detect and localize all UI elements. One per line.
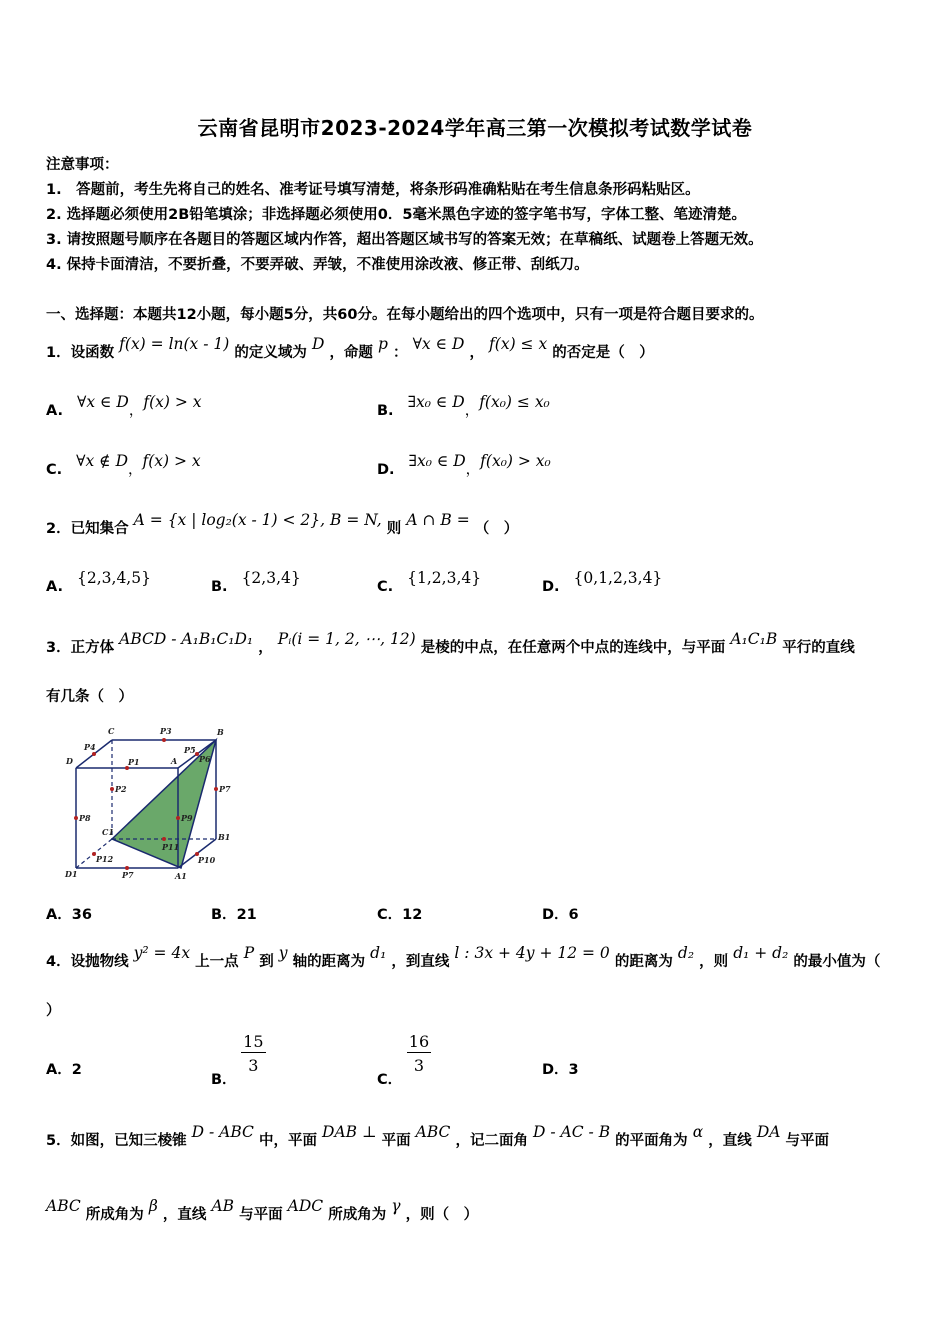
q4-sum: d₁ + d₂ [733,944,789,962]
label-P2: P2 [115,784,127,794]
q5-text-11: 所成角为 [328,1207,387,1223]
q3-plane: A₁C₁B [730,630,778,648]
notice-item-2: 2. 选择题必须使用2B铅笔填涂；非选择题必须使用0．5毫米黑色字迹的签字笔书写，字体工整、笔迹清楚。 [46,207,746,223]
q1-option-b[interactable] [377,393,550,420]
q4-text-5: ，到直线 [391,954,450,970]
q3-points: Pᵢ(i = 1, 2, ⋯, 12) [277,630,416,648]
question-2-stem [46,511,519,538]
q1-option-d-sep: ， [465,462,481,478]
q2-option-b-label: B. [211,579,228,595]
q4-text-4: 轴的距离为 [292,954,366,970]
q3-option-b-label: B． [211,907,237,923]
question-3-stem-cont: 有几条（ ） [46,689,133,705]
q2-option-b[interactable] [211,569,301,595]
q5-plane-1: DAB ⊥ [322,1123,377,1141]
point-P9 [176,816,180,820]
q5-ABC: ABC [46,1197,81,1215]
q5-text-4: ，记二面角 [455,1133,528,1149]
q4-text-1: 4．设抛物线 [46,954,129,970]
label-P1: P1 [128,757,140,767]
q4-text-8: 的最小值为（ [793,954,881,970]
q2-set: A = {x | log₂(x - 1) < 2}, B = N, [133,511,382,529]
q5-beta: β [148,1197,158,1215]
q1-text-4: ： [393,345,408,361]
point-P11 [162,837,166,841]
q2-expr: A ∩ B = [406,511,470,529]
notice-item-1: 1. 答题前，考生先将自己的姓名、准考证号填写清楚，将条形码准确粘贴在考生信息条形码粘贴区。 [46,182,700,198]
label-P5: P7 [219,784,231,794]
q1-option-c-sep: ， [128,462,143,478]
label-P6: P6 [199,754,211,764]
point-P8 [74,816,78,820]
question-1-stem [46,335,654,362]
q4-option-b-label: B． [211,1071,237,1088]
q3-text-3: 是棱的中点，在任意两个中点的连线中，与平面 [420,640,726,656]
q4-text-2: 上一点 [195,954,239,970]
q1-option-c-v2: f(x) > x [142,452,201,470]
label-P9: P9 [181,813,193,823]
q2-text-3: （ ） [474,521,519,537]
q4-d2: d₂ [677,944,695,962]
notice-item-3: 3. 请按照题号顺序在各题目的答题区域内作答，超出答题区域书写的答案无效；在草稿纸、试题卷上答题无效。 [46,232,763,248]
q2-option-c-label: C. [377,579,394,595]
label-P8: P8 [79,813,91,823]
q4-point: P [243,944,255,962]
q4-option-b-fraction [241,1032,265,1075]
label-A: A [171,756,178,766]
q4-option-c-numerator: 16 [408,1032,430,1051]
q4-option-d-label: D． [542,1062,569,1078]
q1-option-b-v1: ∃x₀ ∈ D [407,393,465,411]
q2-option-c[interactable] [377,569,482,595]
q4-line: l : 3x + 4y + 12 = 0 [454,944,610,962]
q4-option-c-denominator: 3 [413,1056,425,1075]
q5-ADC: ADC [287,1197,324,1215]
q1-option-d-v1: ∃x₀ ∈ D [408,452,466,470]
q1-function: f(x) = ln(x - 1) [119,335,230,353]
q4-text-3: 到 [259,954,274,970]
q4-option-a-value: 2 [71,1062,82,1078]
q4-option-c-fraction [407,1032,431,1075]
question-3-stem [46,630,855,657]
q2-option-d[interactable] [542,569,663,595]
q3-option-a-label: A． [46,907,72,923]
q4-option-a[interactable] [46,1058,82,1079]
q2-option-a-value: {2,3,4,5} [77,569,151,587]
q5-dihedral: D - AC - B [533,1123,611,1141]
label-P5-top: P5 [184,745,196,755]
q4-option-b[interactable] [211,1032,266,1088]
q4-option-c-label: C． [377,1071,403,1088]
q4-option-d[interactable] [542,1058,579,1079]
q2-option-c-value: {1,2,3,4} [407,569,482,587]
q2-option-a[interactable] [46,569,151,595]
q1-inequality: f(x) ≤ x [489,335,548,353]
q1-option-b-label: B. [377,403,394,419]
q1-option-d-label: D. [377,462,395,478]
q1-text-1: 1．设函数 [46,345,115,361]
q1-text-6: 的否定是（ ） [552,345,654,361]
point-P4 [92,752,96,756]
q3-option-d-value: 6 [568,907,579,923]
q5-text-1: 5．如图，已知三棱锥 [46,1133,187,1149]
q2-option-b-value: {2,3,4} [241,569,301,587]
label-P4: P4 [84,742,96,752]
notice-heading: 注意事项： [46,157,119,173]
q5-text-10: 与平面 [239,1207,283,1223]
q5-text-3: 平面 [381,1133,411,1149]
label-B1: B1 [218,832,231,842]
q1-option-a-label: A. [46,403,63,419]
q1-option-b-sep: ， [464,403,480,419]
q3-option-d-label: D． [542,907,569,923]
q3-option-d[interactable] [542,903,579,924]
q5-text-8: 所成角为 [85,1207,144,1223]
q4-option-b-denominator: 3 [248,1056,259,1075]
q1-option-a-v1: ∀x ∈ D [77,393,129,411]
question-5-stem-cont [46,1197,479,1224]
q4-d1: d₁ [370,944,387,962]
point-P5 [214,787,218,791]
label-C: C [108,726,115,736]
q4-option-d-value: 3 [568,1062,579,1078]
q5-DA: DA [756,1123,781,1141]
q3-option-c-value: 12 [402,907,423,923]
q1-option-d[interactable] [377,452,551,479]
label-P12: P12 [96,854,114,864]
label-A1: A1 [175,871,187,881]
section-heading: 一、选择题：本题共12小题，每小题5分，共60分。在每小题给出的四个选项中，只有一项是符合题目要求的。 [46,307,764,323]
q1-option-a-v2: f(x) > x [143,393,202,411]
q3-text-4: 平行的直线 [782,640,855,656]
q5-text-6: ，直线 [708,1133,752,1149]
q2-text-2: 则 [386,521,402,537]
q3-text-2: ， [258,640,273,656]
q1-option-c-label: C. [46,462,63,478]
q2-option-a-label: A. [46,579,63,595]
label-P10: P10 [198,855,216,865]
q1-option-d-v2: f(x₀) > x₀ [480,452,551,470]
q1-text-3: ，命题 [329,345,373,361]
notice-item-4: 4. 保持卡面清洁，不要折叠，不要弄破、弄皱，不准使用涂改液、修正带、刮纸刀。 [46,257,589,273]
q1-text-2: 的定义域为 [234,345,307,361]
q3-option-a[interactable] [46,903,92,924]
question-4-stem [46,944,881,971]
q2-text-1: 2．已知集合 [46,521,129,537]
q5-gamma: γ [391,1197,401,1215]
label-C1: C1 [102,827,114,837]
point-P2 [110,787,114,791]
q4-option-a-label: A． [46,1062,72,1078]
q5-pyramid: D - ABC [191,1123,254,1141]
q3-option-a-value: 36 [71,907,92,923]
q5-text-2: 中，平面 [258,1133,317,1149]
label-D: D [66,756,73,766]
q4-option-b-numerator: 15 [243,1032,264,1051]
q4-option-c[interactable] [377,1032,431,1088]
q3-cube: ABCD - A₁B₁C₁D₁ [119,630,254,648]
q1-option-c-v1: ∀x ∉ D [76,452,129,470]
label-B: B [217,727,224,737]
page-title: 云南省昆明市2023-2024学年高三第一次模拟考试数学试卷 [197,116,753,140]
q1-condition: ∀x ∈ D [412,335,465,353]
q5-text-12: ，则（ ） [405,1207,479,1223]
q1-proposition: p [378,335,388,353]
q5-alpha: α [692,1123,704,1141]
q1-option-a[interactable] [46,393,202,420]
q3-option-b-value: 21 [236,907,257,923]
q4-text-7: ，则 [699,954,729,970]
q4-parabola: y² = 4x [133,944,191,962]
q1-option-b-v2: f(x₀) ≤ x₀ [479,393,550,411]
q2-option-d-label: D. [542,579,560,595]
q5-AB: AB [211,1197,235,1215]
q5-text-9: ，直线 [162,1207,207,1223]
question-4-stem-cont: ） [46,1003,61,1019]
label-P7: P7 [122,870,134,880]
q5-text-7: 与平面 [785,1133,829,1149]
q1-option-c[interactable] [46,452,201,479]
q3-option-c[interactable] [377,903,422,924]
q4-axis: y [278,944,288,962]
q5-text-5: 的平面角为 [615,1133,688,1149]
q4-text-6: 的距离为 [614,954,673,970]
label-P3: P3 [160,726,172,736]
q2-option-d-value: {0,1,2,3,4} [573,569,663,587]
q3-option-b[interactable] [211,903,257,924]
q1-text-5: ， [469,345,484,361]
question-5-stem [46,1123,829,1150]
q1-domain: D [311,335,325,353]
q5-plane-2: ABC [415,1123,451,1141]
q3-option-c-label: C． [377,907,403,923]
cube-figure [60,722,240,882]
label-D1: D1 [65,869,78,879]
q1-option-a-sep: ， [128,403,144,419]
label-P11: P11 [162,842,180,852]
q3-text-1: 3．正方体 [46,640,115,656]
point-P3 [162,738,166,742]
